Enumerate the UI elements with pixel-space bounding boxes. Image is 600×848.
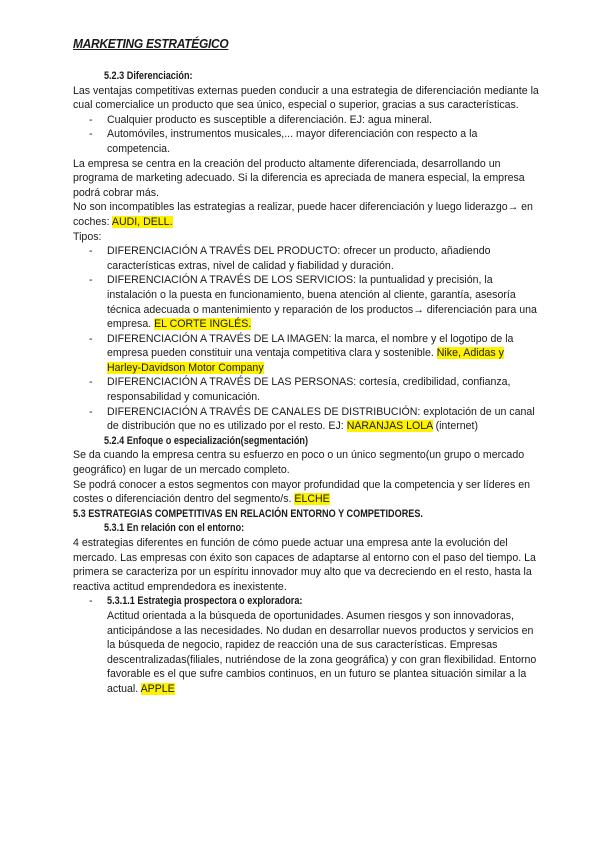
highlight-brand: APPLE xyxy=(140,682,175,695)
paragraph-enfoque-1: Se da cuando la empresa centra su esfuerzo en poco o un único segmento(un grupo o mercado geográfico) en lugar de un mercado completo. xyxy=(73,449,525,477)
tipos-label: Tipos: xyxy=(73,230,102,243)
highlight-brand: Nike, Adidas y Harley-Davidson Motor Company xyxy=(107,347,504,374)
highlight-brand: EL CORTE INGLÉS. xyxy=(154,318,252,331)
list-item: - DIFERENCIACIÓN A TRAVÉS DE LAS PERSONAS: cortesía, credibilidad, confianza, responsabilidad y comunicación. xyxy=(89,376,511,404)
highlight-brand: ELCHE xyxy=(294,493,330,506)
types-list xyxy=(73,244,540,434)
paragraph-3: No son incompatibles las estrategias a realizar, puede hacer diferenciación y luego liderazgo→ en coches: AUDI, DELL. xyxy=(73,201,533,228)
list-item: - Cualquier producto es susceptible a diferenciación. EJ: agua mineral. xyxy=(89,113,433,126)
heading-5-2-3: 5.2.3 Diferenciación: xyxy=(103,70,193,82)
list-item: - Automóviles, instrumentos musicales,... mayor diferenciación con respecto a la competencia. xyxy=(89,128,478,155)
list-item: - 5.3.1.1 Estrategia prospectora o exploradora: Actitud orientada a la búsqueda de oportunidades. Asumen riesgos y son innovadoras, anticipándose a las necesidades. No dudan en desarrollar nuevos productos y servicios en la búsqueda de negocio, rapidez de reacción una de sus características. Empresas descentralizadas(filiales, nutriéndose de la zona geográfica) y con gran flexibilidad. Entorno favorable es el que sufre cambios continuos, en un futuro se plantea situación similar a la actual. APPLE xyxy=(73,594,540,696)
heading-5-3-1: 5.3.1 En relación con el entorno: xyxy=(103,522,245,535)
list-item: - DIFERENCIACIÓN A TRAVÉS DE LA IMAGEN: la marca, el nombre y el logotipo de la empresa pueden constituir una ventaja competitiva clara y sostenible. Nike, Adidas y Harley-Davidson Motor Company xyxy=(89,332,514,374)
list-item: - DIFERENCIACIÓN A TRAVÉS DE CANALES DE DISTRIBUCIÓN: explotación de un canal de distribución que no es utilizado por el resto. EJ: NARANJAS LOLA (internet) xyxy=(89,405,535,433)
heading-5-3-1-1: 5.3.1.1 Estrategia prospectora o exploradora: xyxy=(107,595,303,608)
paragraph-entorno: 4 estrategias diferentes en función de cómo puede actuar una empresa ante la evolución del mercado. Las empresas con éxito son capaces de adaptarse al entorno con el paso del tiempo. La primera se caracteriza por un espíritu innovador muy alto que va decreciendo en el resto, hasta la reactiva actitud emprendedora es inexistente. xyxy=(73,537,536,593)
list-item: - DIFERENCIACIÓN A TRAVÉS DEL PRODUCTO: ofrecer un producto, añadiendo características extras, nivel de calidad y fiabilidad y duración. xyxy=(89,245,491,272)
paragraph-enfoque-2: Se podrá conocer a estos segmentos con mayor profundidad que la competencia y ser líderes en costes o diferenciación dentro del segmento/s. ELCHE xyxy=(73,478,530,506)
paragraph-intro: Las ventajas competitivas externas pueden conducir a una estrategia de diferenciación mediante la cual comercialice un producto que sea único, especial o superior, gracias a sus características. xyxy=(73,84,539,112)
list-item: - DIFERENCIACIÓN A TRAVÉS DE LOS SERVICIOS: la puntualidad y precisión, la instalación o la puesta en funcionamiento, buena atención al cliente, garantía, asesoría técnica adecuada o mantenimiento y reparación de los productos→ diferenciación para una empresa. EL CORTE INGLÉS. xyxy=(89,274,537,331)
paragraph-2: La empresa se centra en la creación del producto altamente diferenciada, desarrollando un programa de marketing adecuado. Si la diferencia es apreciada de manera especial, la empresa podrá cobrar más. xyxy=(73,157,525,199)
highlight-brand: AUDI, DELL. xyxy=(111,215,173,228)
bullet-list xyxy=(73,113,540,157)
highlight-brand: NARANJAS LOLA xyxy=(346,420,433,433)
sub-list xyxy=(73,594,540,696)
paragraph-prospectora: Actitud orientada a la búsqueda de oportunidades. Asumen riesgos y son innovadoras, anticipándose a las necesidades. No dudan en desarrollar nuevos productos y servicios en la búsqueda de negocio, rapidez de reacción una de sus características. Empresas descentralizadas(filiales, nutriéndose de la zona geográfica) y con gran flexibilidad. Entorno favorable es el que sufre cambios continuos, en un futuro se plantea situación similar a la actual. APPLE xyxy=(107,609,537,695)
heading-5-2-4: 5.2.4 Enfoque o especialización(segmentación) xyxy=(103,434,308,447)
document-title: MARKETING ESTRATÉGICO xyxy=(73,36,229,51)
heading-5-3: 5.3 ESTRATEGIAS COMPETITIVAS EN RELACIÓN ENTORNO Y COMPETIDORES. xyxy=(73,507,423,520)
